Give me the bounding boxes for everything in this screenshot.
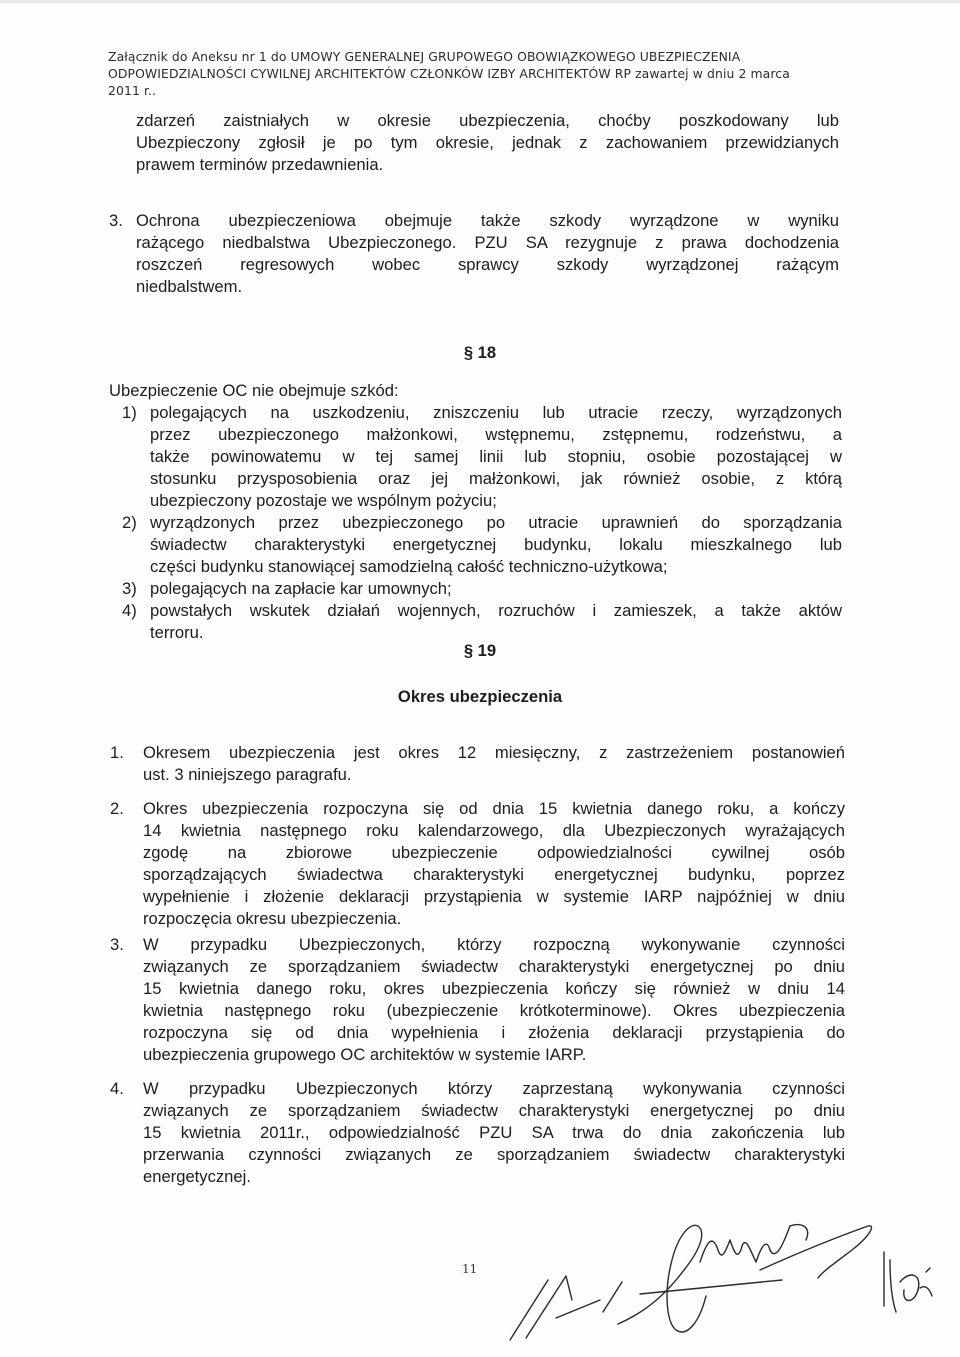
header-line-2: ODPOWIEDZIALNOŚCI CYWILNEJ ARCHITEKTÓW CZŁONKÓW IZBY ARCHITEKTÓW RP zawartej w dniu 2 marca <box>108 66 790 81</box>
text-line: ubezpieczony pozostaje we wspólnym pożyciu; <box>150 491 497 510</box>
text-line: Okresem ubezpieczenia jest okres 12 miesięczny, z zastrzeżeniem postanowień <box>143 743 845 762</box>
text-line: Ubezpieczony zgłosił je po tym okresie, jednak z zachowaniem przewidzianych <box>136 133 839 152</box>
text-line: stosunku przysposobienia oraz jej małżonkowi, jak również osobie, z którą <box>150 469 842 488</box>
text-line: świadectw charakterystyki energetycznej budynku, lokalu mieszkalnego lub <box>150 535 842 554</box>
text-line: wypełnienie i złożenie deklaracji przystąpienia w systemie IARP najpóźniej w dniu <box>143 887 845 906</box>
text-line: rozpoczyna się od dnia wypełnienia i złożenia deklaracji przystąpienia do <box>143 1023 845 1042</box>
text-line: roszczeń regresowych wobec sprawcy szkody wyrządzonej rażącym <box>136 255 839 274</box>
text-line: rażącego niedbalstwa Ubezpieczonego. PZU SA rezygnuje z prawa dochodzenia <box>136 233 839 252</box>
text-line: terroru. <box>150 623 204 642</box>
text-line: przerwania czynności związanych ze sporządzaniem świadectw charakterystyki <box>143 1145 845 1164</box>
point-3-number: 3. <box>109 211 123 230</box>
section-19-title: Okres ubezpieczenia <box>397 687 563 706</box>
text-line: W przypadku Ubezpieczonych, którzy rozpoczną wykonywanie czynności <box>143 935 845 954</box>
text-line: 14 kwietnia następnego roku kalendarzowego, dla Ubezpieczonych wyrażających <box>143 821 845 840</box>
text-line: ust. 3 niniejszego paragrafu. <box>143 765 352 784</box>
text-line: Okres ubezpieczenia rozpoczyna się od dnia 15 kwietnia danego roku, a kończy <box>143 799 845 818</box>
item-number: 1) <box>122 403 137 422</box>
item-number: 3) <box>122 579 137 598</box>
header-line-3: 2011 r.. <box>108 83 157 98</box>
section-19-heading: § 19 <box>463 641 497 660</box>
text-line: przez ubezpieczonego małżonkowi, wstępnemu, zstępnemu, rodzeństwu, a <box>150 425 842 444</box>
text-line: energetycznej. <box>143 1167 251 1186</box>
text-line: polegających na uszkodzeniu, zniszczeniu lub utracie rzeczy, wyrządzonych <box>150 403 842 422</box>
item-number: 4) <box>122 601 137 620</box>
text-line: powstałych wskutek działań wojennych, rozruchów i zamieszek, a także aktów <box>150 601 842 620</box>
text-line: polegających na zapłacie kar umownych; <box>150 579 452 598</box>
text-line: rozpoczęcia okresu ubezpieczenia. <box>143 909 402 928</box>
text-line: prawem terminów przedawnienia. <box>136 155 384 174</box>
text-line: sporządzających świadectwa charakterystyki energetycznej budynku, poprzez <box>143 865 845 884</box>
header-line-1: Załącznik do Aneksu nr 1 do UMOWY GENERALNEJ GRUPOWEGO OBOWIĄZKOWEGO UBEZPIECZENIA <box>108 49 741 64</box>
section-18-intro: Ubezpieczenie OC nie obejmuje szkód: <box>109 381 399 400</box>
text-line: związanych ze sporządzaniem świadectw charakterystyki energetycznej po dniu <box>143 957 845 976</box>
text-line: części budynku stanowiącej samodzielną całość techniczno-użytkowa; <box>150 557 668 576</box>
text-line: także powinowatemu w tej samej linii lub stopniu, osobie pozostającej w <box>150 447 842 466</box>
item-number: 4. <box>110 1079 124 1098</box>
item-number: 1. <box>110 743 124 762</box>
item-number: 2. <box>110 799 124 818</box>
section-18-heading: § 18 <box>463 343 497 362</box>
item-number: 2) <box>122 513 137 532</box>
text-line: wyrządzonych przez ubezpieczonego po utracie uprawnień do sporządzania <box>150 513 842 532</box>
page-number: 11 <box>462 1262 478 1276</box>
text-line: związanych ze sporządzaniem świadectw charakterystyki energetycznej po dniu <box>143 1101 845 1120</box>
text-line: 15 kwietnia 2011r., odpowiedzialność PZU SA trwa do dnia zakończenia lub <box>143 1123 845 1142</box>
text-line: kwietnia następnego roku (ubezpieczenie krótkoterminowe). Okres ubezpieczenia <box>143 1001 845 1020</box>
text-line: zgodę na zbiorowe ubezpieczenie odpowiedzialności cywilnej osób <box>143 843 845 862</box>
text-line: zdarzeń zaistniałych w okresie ubezpieczenia, choćby poszkodowany lub <box>136 111 839 130</box>
text-line: W przypadku Ubezpieczonych którzy zaprzestaną wykonywania czynności <box>143 1079 845 1098</box>
text-line: 15 kwietnia danego roku, okres ubezpieczenia kończy się również w dniu 14 <box>143 979 845 998</box>
item-number: 3. <box>110 935 124 954</box>
text-line: niedbalstwem. <box>136 277 243 296</box>
text-line: Ochrona ubezpieczeniowa obejmuje także szkody wyrządzone w wyniku <box>136 211 839 230</box>
text-line: ubezpieczenia grupowego OC architektów w systemie IARP. <box>143 1045 587 1064</box>
